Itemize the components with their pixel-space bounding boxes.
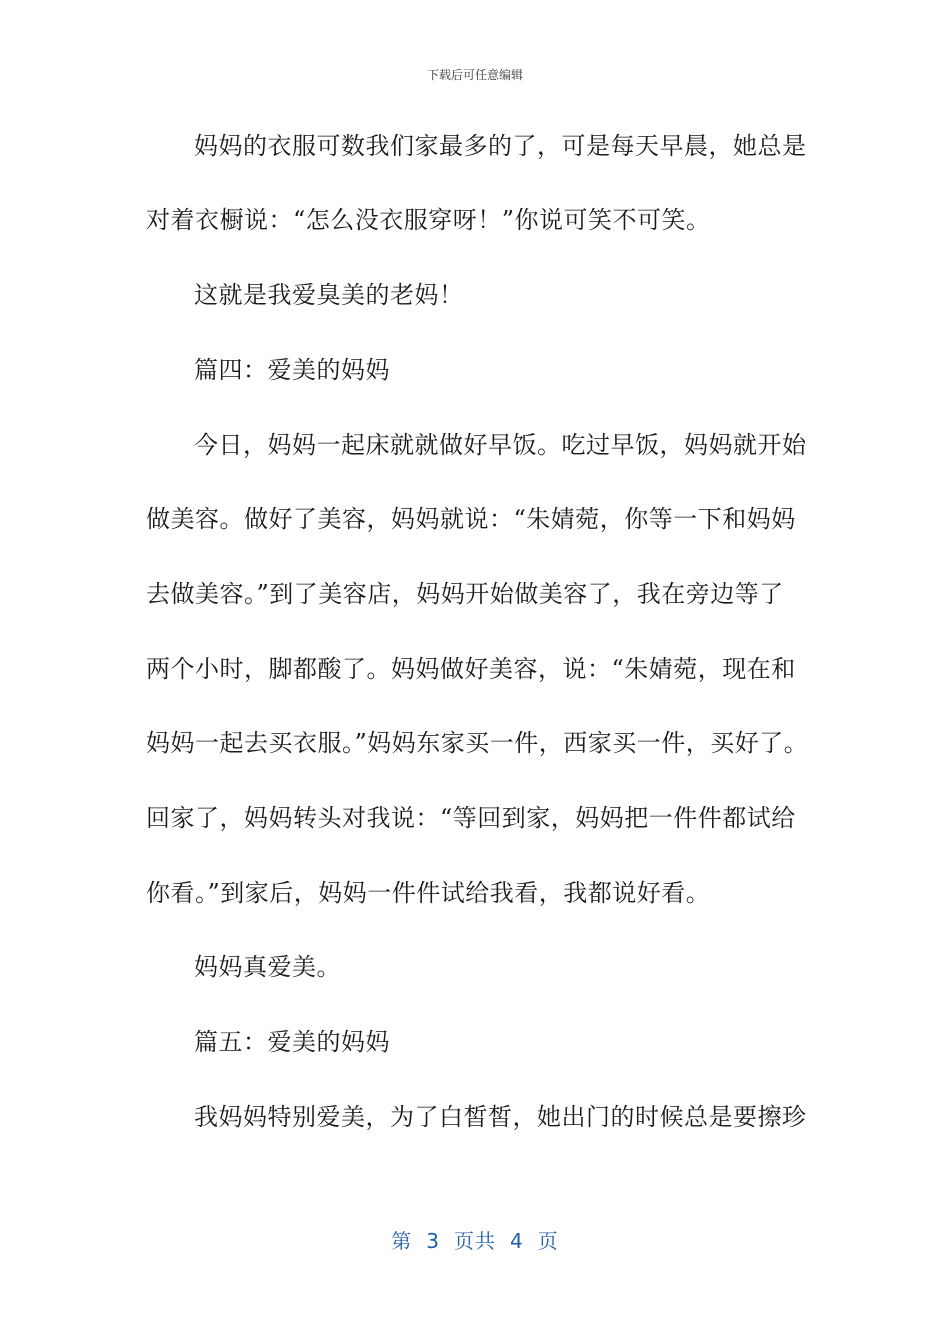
paragraph-line: 我妈妈特别爱美，为了白皙皙，她出门的时候总是要擦珍 (194, 1103, 807, 1131)
paragraph-line: 去做美容。”到了美容店，妈妈开始做美容了，我在旁边等了 (146, 580, 784, 608)
paragraph-line: 妈妈的衣服可数我们家最多的了，可是每天早晨，她总是 (194, 132, 807, 160)
paragraph-line: 你看。”到家后，妈妈一件件试给我看，我都说好看。 (146, 879, 711, 907)
footer-middle: 页共 (454, 1229, 496, 1253)
section-heading: 篇五：爱美的妈妈 (194, 1028, 390, 1056)
paragraph-line: 今日，妈妈一起床就就做好早饭。吃过早饭，妈妈就开始 (194, 431, 807, 459)
footer-suffix: 页 (537, 1229, 559, 1253)
paragraph-line: 妈妈真爱美。 (194, 953, 341, 981)
paragraph-line: 这就是我爱臭美的老妈！ (194, 281, 464, 309)
paragraph-line: 对着衣橱说：“怎么没衣服穿呀！”你说可笑不可笑。 (146, 206, 711, 234)
paragraph-line: 回家了，妈妈转头对我说：“等回到家，妈妈把一件件都试给 (146, 804, 796, 832)
paragraph-line: 妈妈一起去买衣服。”妈妈东家买一件，西家买一件，买好了。 (146, 729, 809, 757)
footer-current-page: 3 (426, 1229, 440, 1253)
section-heading: 篇四：爱美的妈妈 (194, 356, 390, 384)
page-footer (0, 1225, 950, 1254)
paragraph-line: 两个小时，脚都酸了。妈妈做好美容，说：“朱婧菀，现在和 (146, 655, 796, 683)
page-header: 下载后可任意编辑 (426, 68, 523, 82)
footer-prefix: 第 (391, 1229, 413, 1253)
paragraph-line: 做美容。做好了美容，妈妈就说：“朱婧菀，你等一下和妈妈 (146, 505, 796, 533)
footer-total-pages: 4 (510, 1229, 524, 1253)
